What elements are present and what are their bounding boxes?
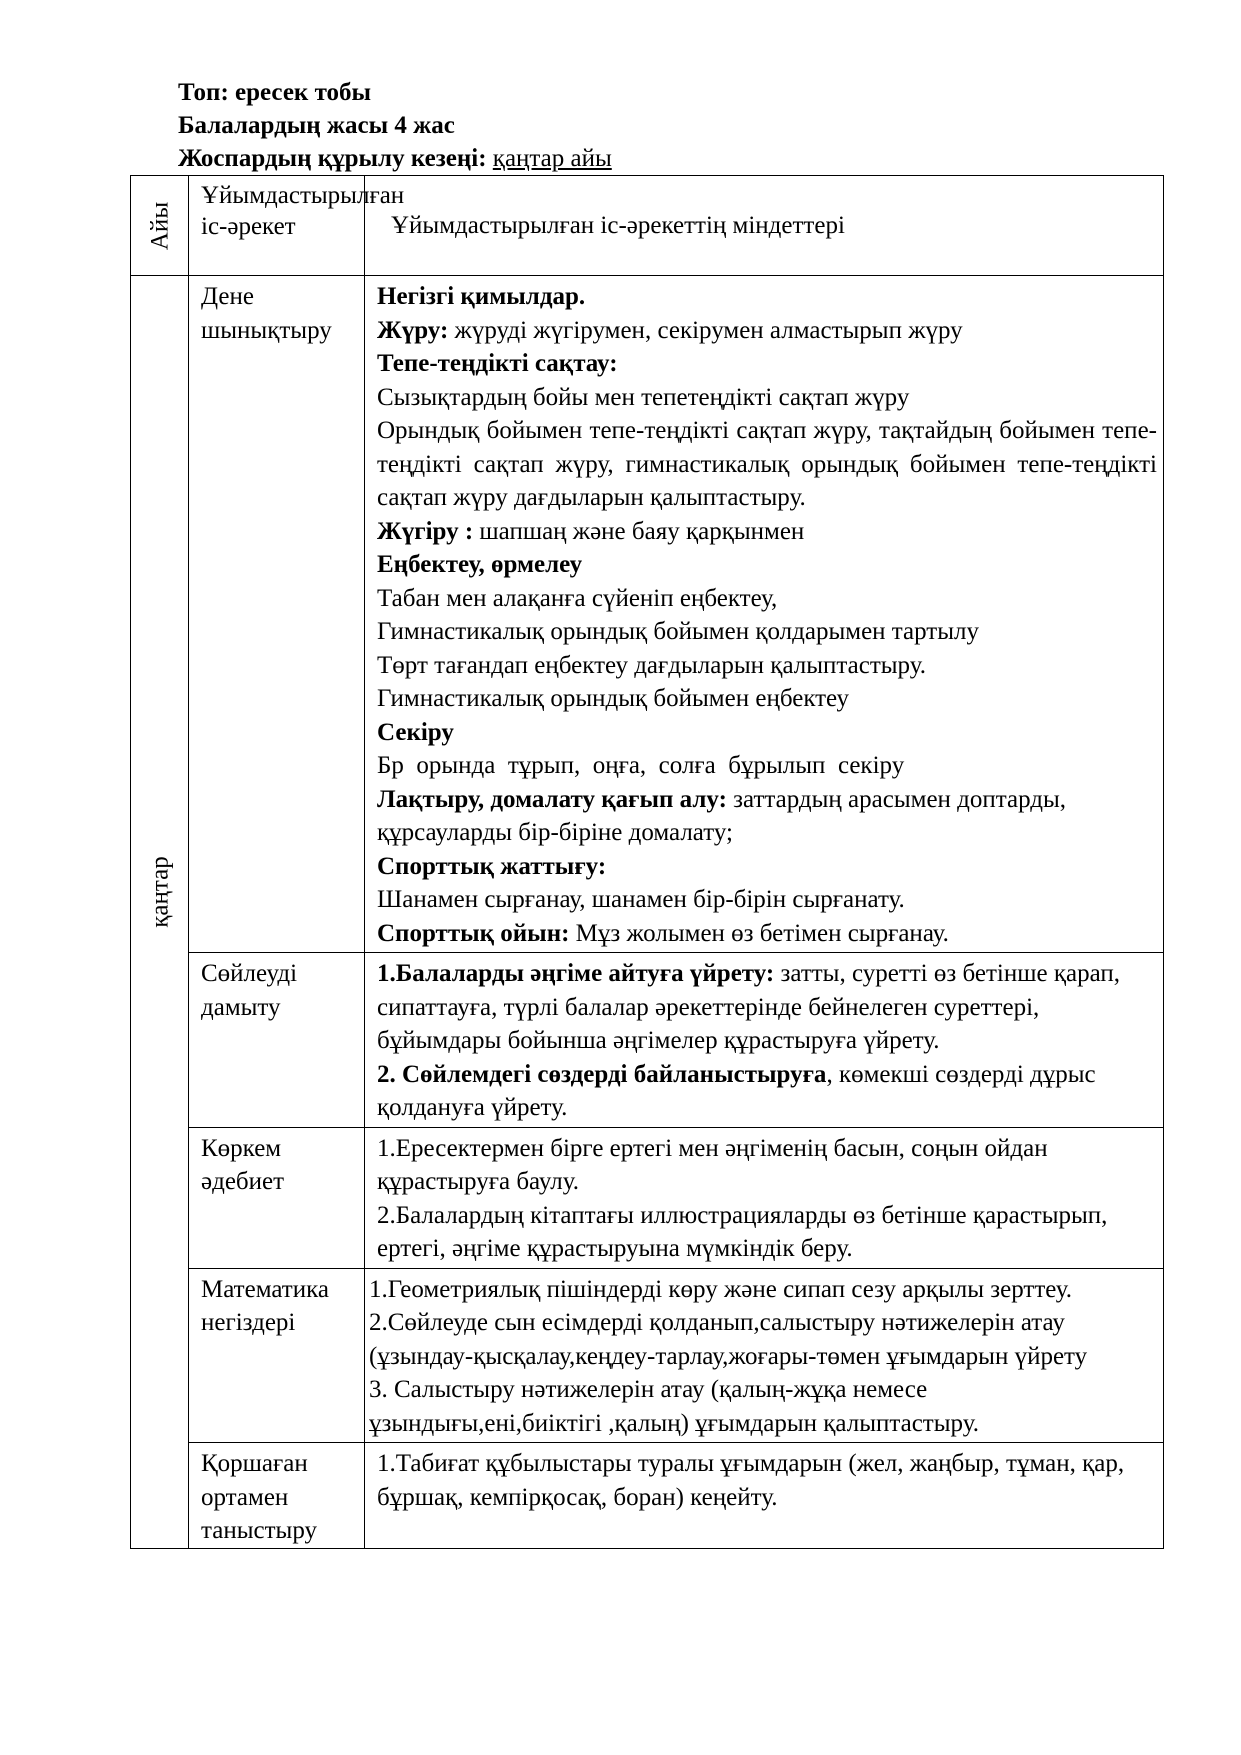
task-text: жүруді жүгірумен, секірумен алмастырып жүру xyxy=(448,316,963,344)
task-heading: 1.Балаларды әңгіме айтуға үйрету: xyxy=(377,960,775,987)
task-text: Мұз жолымен өз бетімен сырғанау. xyxy=(569,919,949,947)
table-header-row xyxy=(131,176,1164,276)
task-text: 2.Сөйлеуде сын есімдерді қолданып,салыстыру нәтижелерін атау (ұзындау-қысқалау,кеңдеу-тарлау,жоғары-төмен ұғымдарын үйрету xyxy=(369,1309,1088,1370)
month-column-header xyxy=(131,176,189,276)
document-header xyxy=(178,76,612,175)
period-value: қаңтар айы xyxy=(492,145,612,172)
activity-column-header: Ұйымдастырылған іс-әрекет xyxy=(189,176,365,276)
tasks-cell xyxy=(365,1127,1164,1268)
task-text: 2.Балалардың кітаптағы иллюстрацияларды өз бетінше қарастырып, ертегі, әңгіме құрастыруына мүмкіндік беру. xyxy=(377,1201,1108,1262)
task-text: Сызықтардың бойы мен тепетеңдікті сақтап жүру xyxy=(377,383,910,411)
task-text: заттардың арасымен доптарды, құрсауларды бір-біріне домалату; xyxy=(377,785,1067,846)
activity-cell: Дене шынықтыру xyxy=(189,276,365,953)
task-text: Бр орында тұрып, оңға, солға бұрылып секіру xyxy=(377,752,905,779)
table-row xyxy=(131,1127,1164,1268)
month-column-label: Айы xyxy=(145,201,173,250)
task-heading: Жүру: xyxy=(377,316,449,344)
table-row xyxy=(131,276,1164,953)
plan-table-body xyxy=(131,276,1164,1549)
tasks-cell xyxy=(365,1443,1164,1549)
table-row xyxy=(131,953,1164,1128)
activity-cell: Сөйлеуді дамыту xyxy=(189,953,365,1128)
month-cell xyxy=(131,276,189,1549)
task-text: Табан мен алақанға сүйеніп еңбектеу, xyxy=(377,584,778,612)
task-text: 1.Геометриялық пішіндерді көру және сипап сезу арқылы зерттеу. xyxy=(369,1275,1073,1303)
task-text: затты, суретті өз бетінше қарап, сипаттауға, түрлі балалар әрекеттерінде бейнелеген суреттері, бұйымдары бойынша әңгімелер құрастыруға үйрету. xyxy=(377,960,1120,1054)
tasks-cell xyxy=(365,953,1164,1128)
task-heading: Еңбектеу, өрмелеу xyxy=(377,551,583,578)
period-label: Жоспардың құрылу кезеңі: xyxy=(178,145,487,172)
task-text: , көмекші сөздерді дұрыс қолдануға үйрету. xyxy=(377,1060,1096,1121)
plan-table xyxy=(130,175,1164,1549)
activity-cell: Қоршаған ортамен таныстыру xyxy=(189,1443,365,1549)
table-row xyxy=(131,1268,1164,1443)
task-text: 1.Ересектермен бірге ертегі мен әңгіменің басын, соңын ойдан құрастыруға баулу. xyxy=(377,1134,1048,1195)
task-heading: Лақтыру, домалату қағып алу: xyxy=(377,785,727,813)
group-line xyxy=(178,76,612,109)
tasks-cell xyxy=(365,1268,1164,1443)
period-line xyxy=(178,142,612,175)
table-row xyxy=(131,1443,1164,1549)
task-text: 3. Салыстыру нәтижелерін атау (қалың-жұқа немесе ұзындығы,ені,биіктігі ,қалың) ұғымдарын қалыптастыру. xyxy=(369,1376,979,1437)
age-line xyxy=(178,109,612,142)
task-heading: Тепе-теңдікті сақтау: xyxy=(377,350,618,377)
month-value: қаңтар xyxy=(145,856,173,928)
task-heading: Спорттық жаттығу: xyxy=(377,852,607,880)
tasks-cell xyxy=(365,276,1164,953)
activity-cell: Көркем әдебиет xyxy=(189,1127,365,1268)
task-text: Гимнастикалық орындық бойымен еңбектеу xyxy=(377,685,850,712)
age-label: Балалардың жасы 4 жас xyxy=(178,112,455,139)
task-heading: 2. Сөйлемдегі сөздерді байланыстыруға xyxy=(377,1060,827,1088)
task-heading: Секіру xyxy=(377,718,454,746)
task-heading: Негізгі қимылдар. xyxy=(377,283,586,310)
task-heading: Спорттық ойын: xyxy=(377,919,570,947)
activity-cell: Математика негіздері xyxy=(189,1268,365,1443)
task-text: шапшаң және баяу қарқынмен xyxy=(473,517,805,545)
task-text: 1.Табиғат құбылыстары туралы ұғымдарын (жел, жаңбыр, тұман, қар, бұршақ, кемпірқосақ, боран) кеңейту. xyxy=(377,1450,1125,1511)
task-text: Шанамен сырғанау, шанамен бір-бірін сырғанату. xyxy=(377,886,905,913)
group-label: Топ: ересек тобы xyxy=(178,79,372,106)
tasks-column-header: Ұйымдастырылған іс-әрекеттің міндеттері xyxy=(365,176,1164,276)
task-text: Орындық бойымен тепе-теңдікті сақтап жүру, тақтайдың бойымен тепе-теңдікті сақтап жүру, гимнастикалық орындық бойымен тепе-теңдікті сақтап жүру дағдыларын қалыптастыру. xyxy=(377,417,1157,511)
task-text: Гимнастикалық орындық бойымен қолдарымен тартылу xyxy=(377,618,980,645)
task-heading: Жүгіру : xyxy=(377,517,474,545)
task-text: Төрт тағандап еңбектеу дағдыларын қалыптастыру. xyxy=(377,651,926,679)
